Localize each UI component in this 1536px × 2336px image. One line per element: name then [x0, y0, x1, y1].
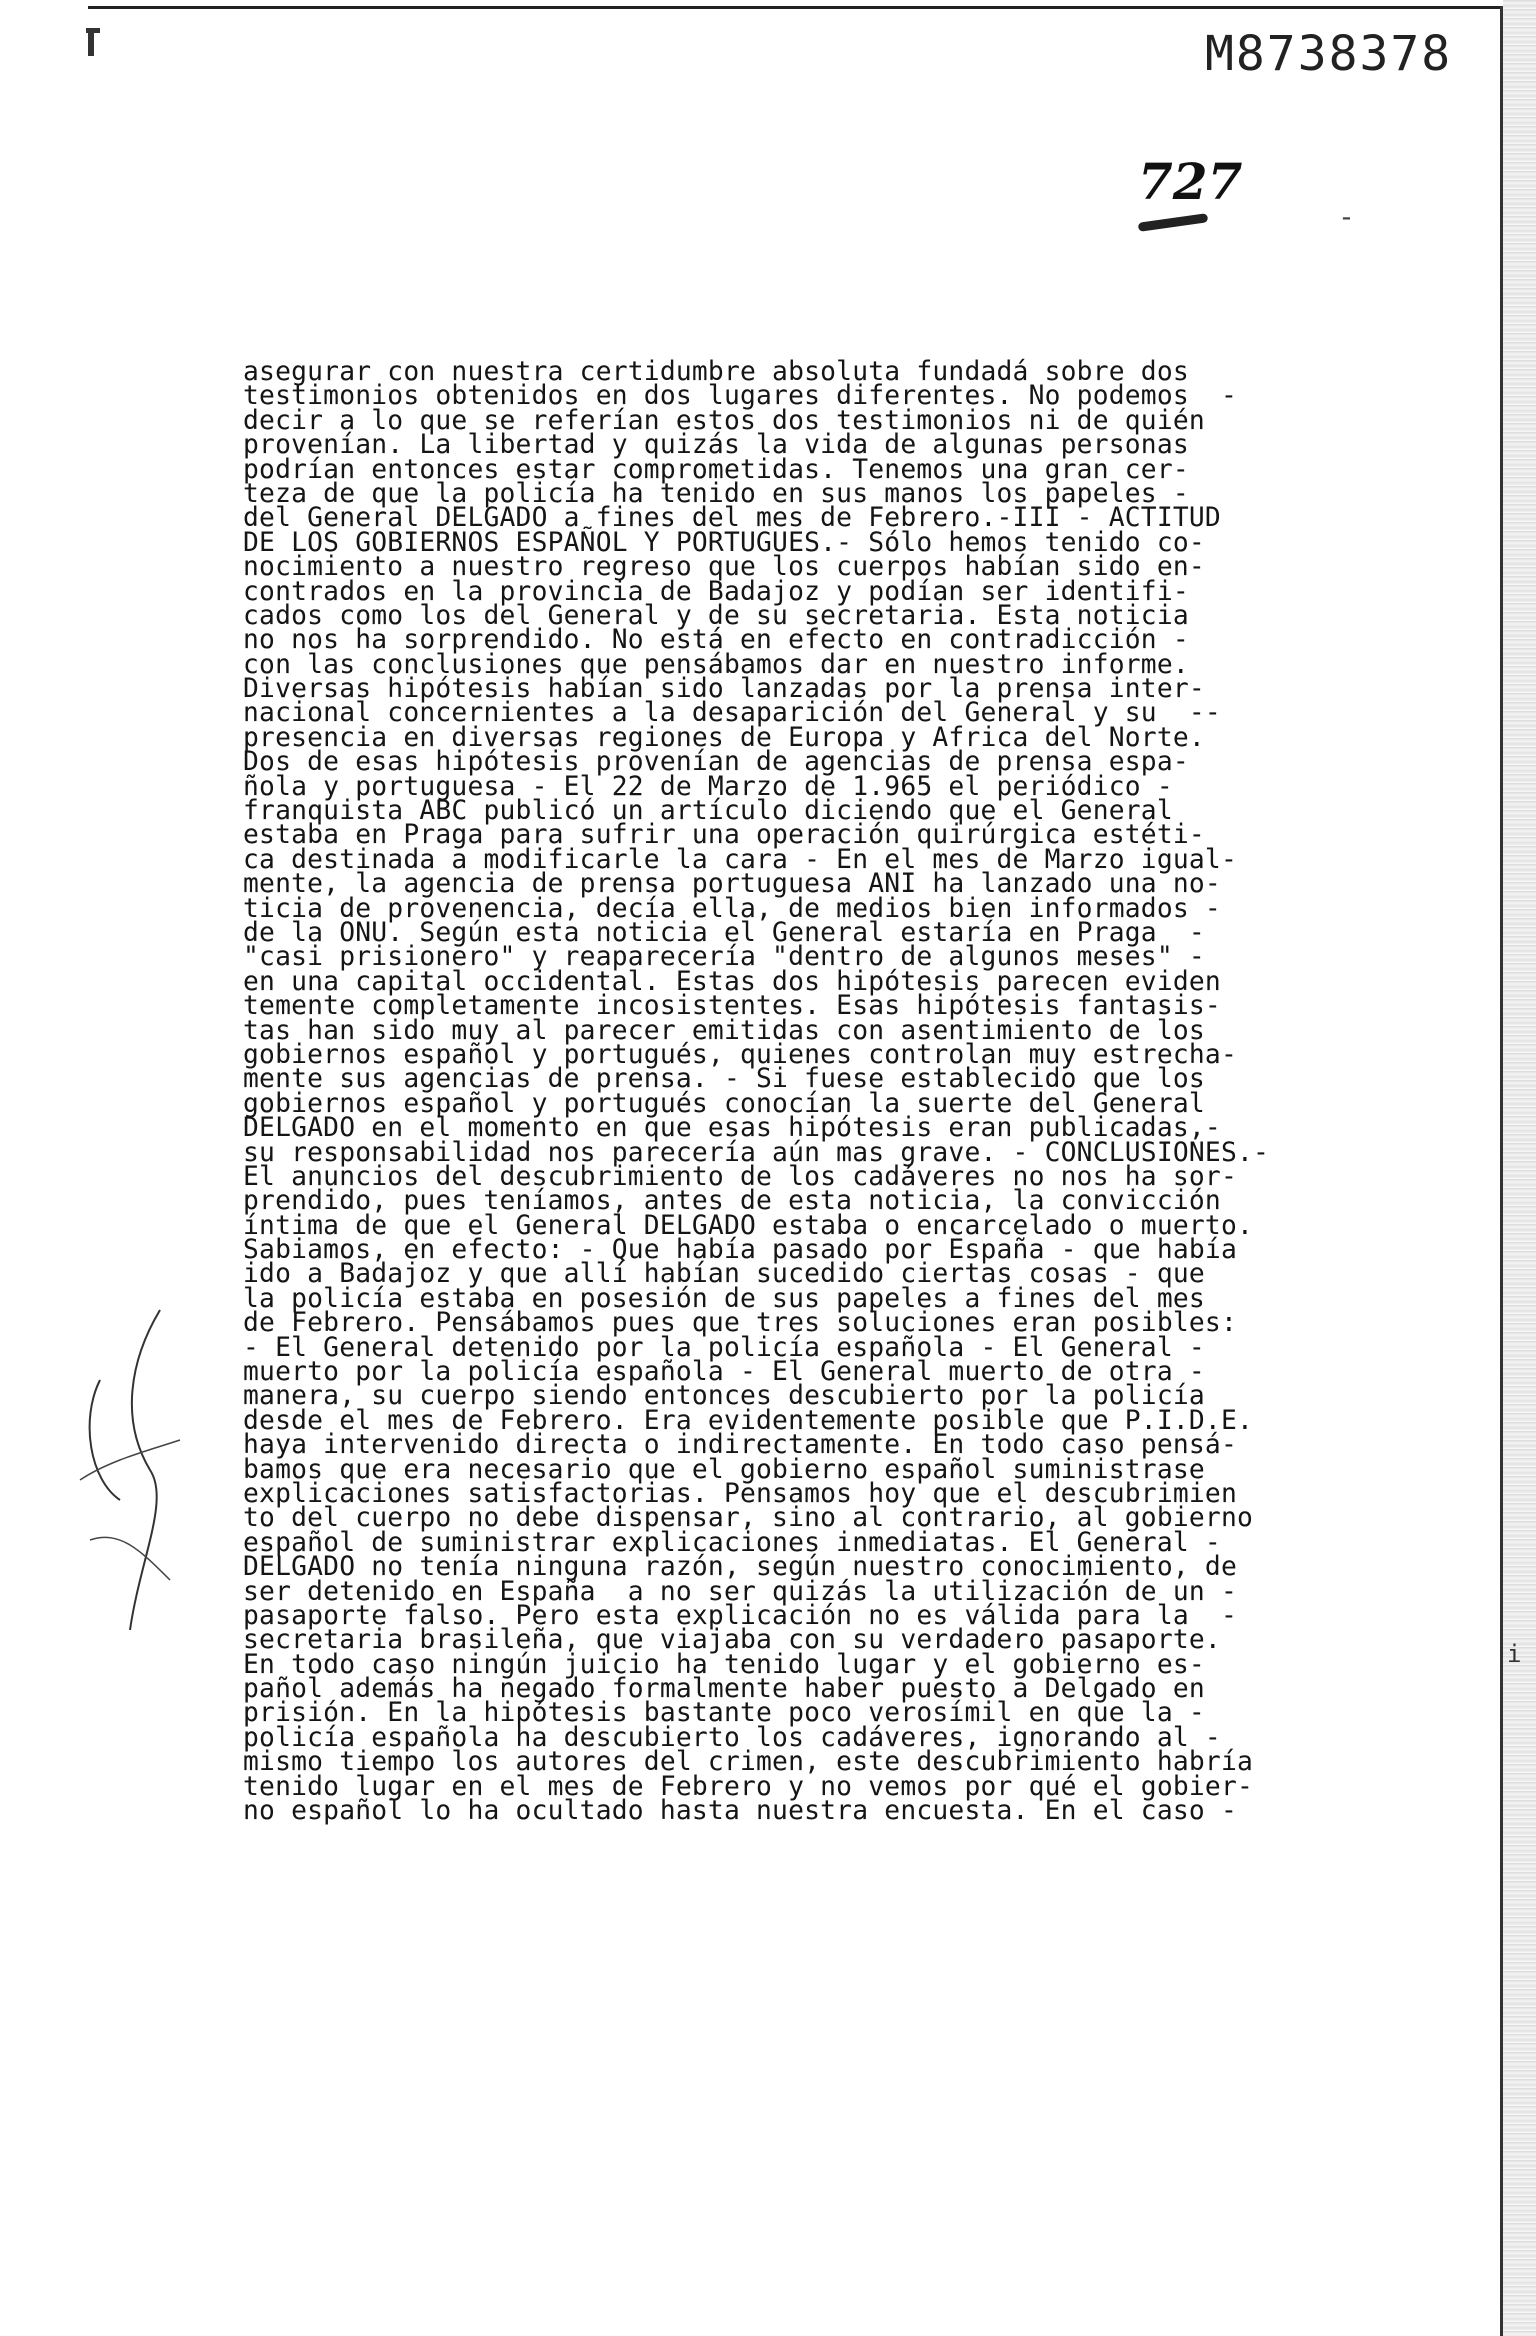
body-line: muerto por la policía española - El General muerto de otra - [243, 1357, 1205, 1388]
body-line: En todo caso ningún juicio ha tenido lugar y el gobierno es- [243, 1649, 1205, 1680]
body-line: ido a Badajoz y que allí habían sucedido ciertas cosas - que [243, 1259, 1205, 1290]
body-line: de Febrero. Pensábamos pues que tres soluciones eran posibles: [243, 1308, 1237, 1339]
body-line: con las conclusiones que pensábamos dar en nuestro informe. [243, 649, 1189, 680]
body-line: nocimiento a nuestro regreso que los cuerpos habían sido en- [243, 552, 1205, 583]
document-number: M8738378 [1205, 26, 1453, 82]
body-line: presencia en diversas regiones de Europa y Africa del Norte. [243, 722, 1205, 753]
body-line: mente sus agencias de prensa. - Si fuese establecido que los [243, 1064, 1205, 1095]
body-line: prisión. En la hipótesis bastante poco verosímil en que la - [243, 1698, 1205, 1729]
body-line: tenido lugar en el mes de Febrero y no vemos por qué el gobier- [243, 1771, 1254, 1802]
body-line: cados como los del General y de su secretaria. Esta noticia [243, 600, 1189, 631]
right-edge-mark: i [1507, 1640, 1522, 1668]
body-line: mismo tiempo los autores del crimen, este descubrimiento habría [243, 1747, 1254, 1778]
body-line: la policía estaba en posesión de sus papeles a fines del mes [243, 1283, 1205, 1314]
body-line: DELGADO no tenía ninguna razón, según nuestro conocimiento, de [243, 1552, 1237, 1583]
body-line: Sabiamos, en efecto: - Que había pasado por España - que había [243, 1235, 1237, 1266]
body-line: DELGADO en el momento en que esas hipótesis eran publicadas,- [243, 1113, 1221, 1144]
scan-edge [1503, 0, 1536, 2336]
handwritten-page-number: 727 [1138, 152, 1243, 211]
page-border-top [88, 6, 1528, 9]
body-text [243, 357, 1493, 1827]
body-line: íntima de que el General DELGADO estaba o encarcelado o muerto. [243, 1210, 1254, 1241]
body-line: estaba en Praga para sufrir una operación quirúrgica estéti- [243, 820, 1205, 851]
body-line: prendido, pues teníamos, antes de esta noticia, la convicción [243, 1186, 1221, 1217]
body-line: ñola y portuguesa - El 22 de Marzo de 1.965 el periódico - [243, 771, 1173, 802]
body-line: no nos ha sorprendido. No está en efecto en contradicción - [243, 625, 1189, 656]
body-line: asegurar con nuestra certidumbre absoluta fundadá sobre dos [243, 357, 1189, 387]
body-line: pasaporte falso. Pero esta explicación no es válida para la - [243, 1600, 1237, 1631]
body-line: testimonios obtenidos en dos lugares diferentes. No podemos - [243, 381, 1237, 412]
body-line: policía española ha descubierto los cadáveres, ignorando al - [243, 1722, 1221, 1753]
body-line: mente, la agencia de prensa portuguesa ANI ha lanzado una no- [243, 869, 1221, 900]
body-line: manera, su cuerpo siendo entonces descubierto por la policía [243, 1381, 1205, 1412]
dash-mark: - [1338, 200, 1355, 233]
body-line: su responsabilidad nos parecería aún mas grave. - CONCLUSIONES.- [243, 1137, 1270, 1168]
body-line: provenían. La libertad y quizás la vida de algunas personas [243, 430, 1189, 461]
body-line: contrados en la provincia de Badajoz y podían ser identifi- [243, 576, 1189, 607]
handwritten-underline [1138, 213, 1209, 232]
body-line: ticia de provenencia, decía ella, de medios bien informados - [243, 893, 1221, 924]
body-line: podrían entonces estar comprometidas. Tenemos una gran cer- [243, 454, 1189, 485]
body-line: ser detenido en España a no ser quizás la utilización de un - [243, 1576, 1237, 1607]
body-line: "casi prisionero" y reaparecería "dentro de algunos meses" - [243, 942, 1205, 973]
body-line: teza de que la policía ha tenido en sus manos los papeles - [243, 478, 1189, 509]
body-line: gobiernos español y portugués conocían la suerte del General [243, 1088, 1205, 1119]
body-line: El anuncios del descubrimiento de los cadáveres no nos ha sor- [243, 1161, 1237, 1192]
body-line: temente completamente incosistentes. Esas hipótesis fantasis- [243, 991, 1221, 1022]
body-line: secretaria brasileña, que viajaba con su verdadero pasaporte. [243, 1625, 1221, 1656]
body-line: de la ONU. Según esta noticia el General estaría en Praga - [243, 917, 1205, 948]
body-line: Dos de esas hipótesis provenían de agencias de prensa espa- [243, 747, 1189, 778]
marginal-signature [60, 1300, 200, 1640]
body-line: Diversas hipótesis habían sido lanzadas por la prensa inter- [243, 674, 1205, 705]
body-line: del General DELGADO a fines del mes de Febrero.-III - ACTITUD [243, 503, 1221, 534]
body-line: to del cuerpo no debe dispensar, sino al contrario, al gobierno [243, 1503, 1254, 1534]
body-line: - El General detenido por la policía española - El General - [243, 1332, 1205, 1363]
body-line: tas han sido muy al parecer emitidas con asentimiento de los [243, 1015, 1205, 1046]
body-line: nacional concernientes a la desaparición del General y su -- [243, 698, 1221, 729]
body-line: desde el mes de Febrero. Era evidentemente posible que P.I.D.E. [243, 1405, 1254, 1436]
body-line: haya intervenido directa o indirectamente. En todo caso pensá- [243, 1430, 1237, 1461]
body-line: decir a lo que se referían estos dos testimonios ni de quién [243, 405, 1205, 436]
body-line: no español lo ha ocultado hasta nuestra encuesta. En el caso - [243, 1796, 1237, 1827]
body-line: explicaciones satisfactorias. Pensamos hoy que el descubrimien [243, 1478, 1237, 1509]
corner-mark [88, 30, 94, 56]
body-line: español de suministrar explicaciones inmediatas. El General - [243, 1527, 1221, 1558]
body-line: DE LOS GOBIERNOS ESPAÑOL Y PORTUGUES.- Sólo hemos tenido co- [243, 527, 1205, 558]
body-line: gobiernos español y portugués, quienes controlan muy estrecha- [243, 1039, 1237, 1070]
corner-mark-top [86, 28, 100, 33]
body-line: ca destinada a modificarle la cara - En el mes de Marzo igual- [243, 844, 1237, 875]
body-line: pañol además ha negado formalmente haber puesto a Delgado en [243, 1674, 1205, 1705]
body-line: franquista ABC publicó un artículo diciendo que el General [243, 796, 1173, 827]
body-line: bamos que era necesario que el gobierno español suministrase [243, 1454, 1205, 1485]
body-line: en una capital occidental. Estas dos hipótesis parecen eviden [243, 966, 1221, 997]
